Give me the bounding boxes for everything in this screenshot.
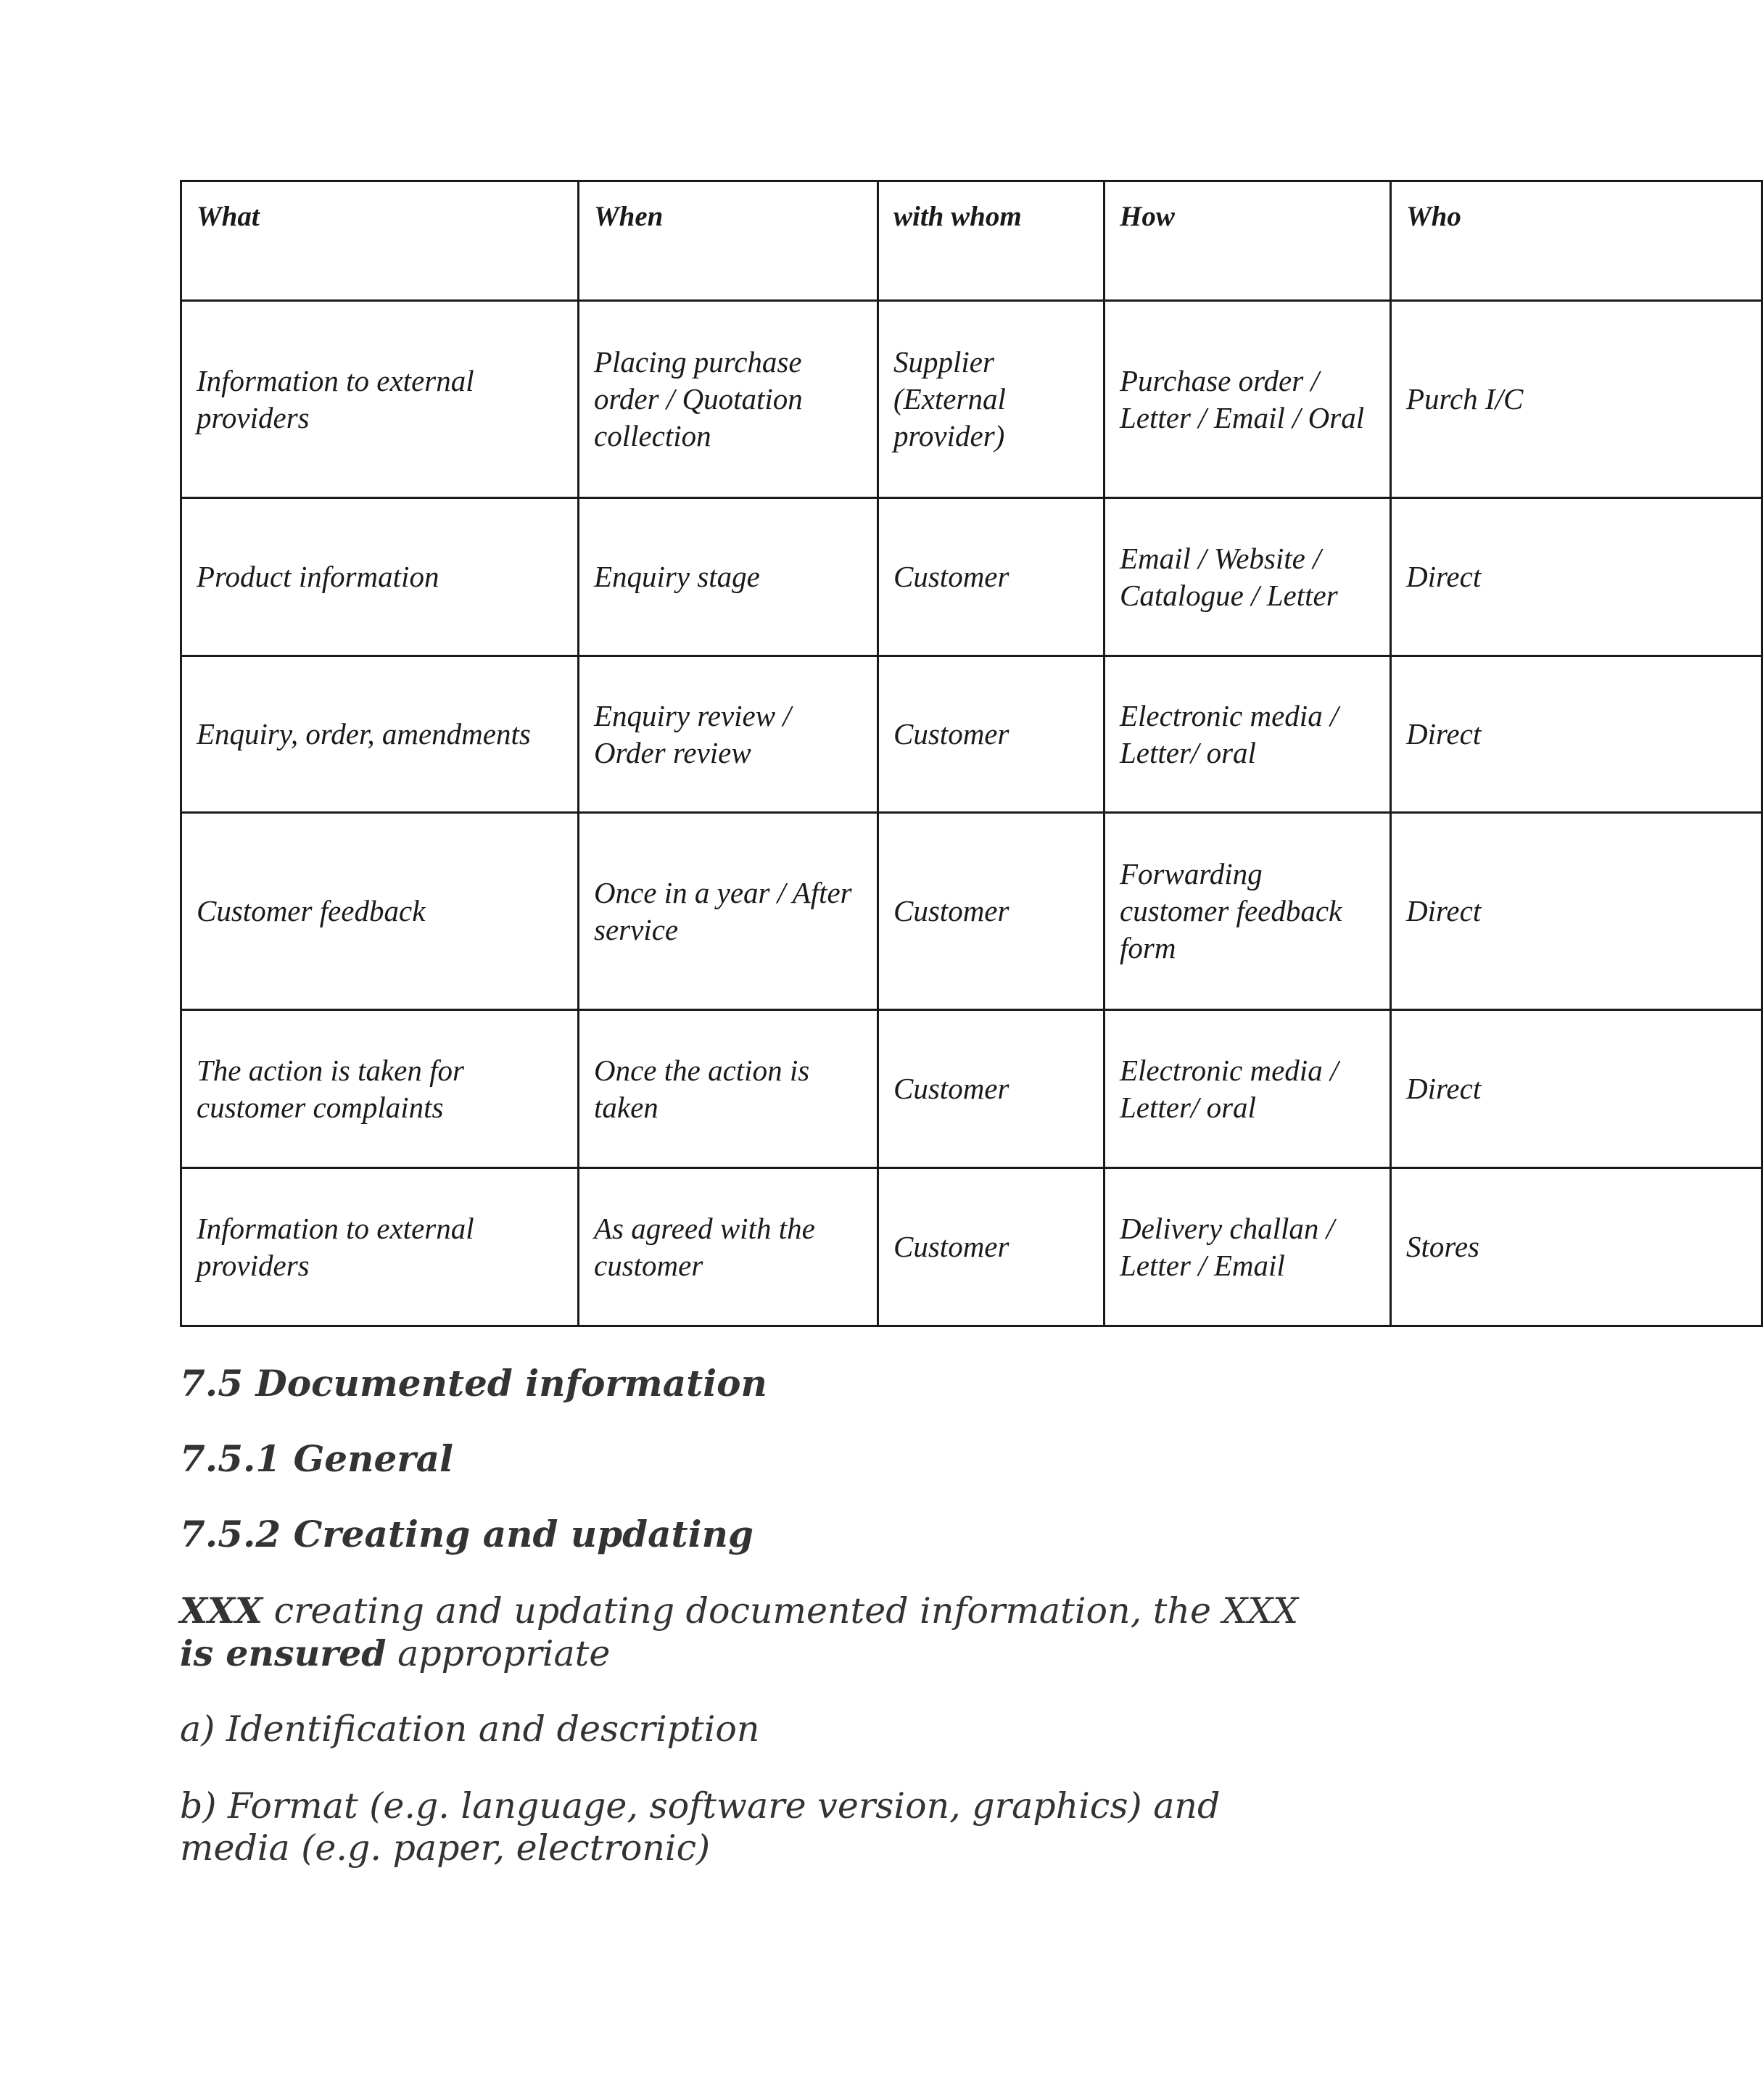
table-row — [181, 813, 1762, 1010]
body-paragraph — [180, 1590, 1311, 1675]
table-cell-how: Electronic media / Letter/ oral — [1105, 1010, 1391, 1168]
table-cell-when: As agreed with the customer — [579, 1168, 878, 1326]
table-row — [181, 498, 1762, 656]
table-cell-with-whom: Supplier (External provider) — [878, 301, 1105, 498]
table-cell-when: Enquiry review / Order review — [579, 656, 878, 813]
section-heading-7-5: 7.5 Documented information — [180, 1362, 767, 1405]
table-cell-with-whom: Customer — [878, 813, 1105, 1010]
list-item-b: b) Format (e.g. language, software version, graphics) and media (e.g. paper, electronic) — [180, 1785, 1221, 1869]
table-cell-how: Electronic media / Letter/ oral — [1105, 656, 1391, 813]
section-heading-7-5-2: 7.5.2 Creating and updating — [180, 1513, 753, 1555]
table-cell-who: Direct — [1391, 656, 1762, 813]
table-cell-with-whom: Customer — [878, 1010, 1105, 1168]
paragraph-text: creating and updating documented information, the XXX — [263, 1590, 1299, 1632]
section-heading-7-5-1: 7.5.1 General — [180, 1437, 454, 1480]
table-cell-what: The action is taken for customer complaints — [181, 1010, 579, 1168]
table-cell-what: Product information — [181, 498, 579, 656]
table-cell-when: Placing purchase order / Quotation collection — [579, 301, 878, 498]
table-cell-how: Email / Website / Catalogue / Letter — [1105, 498, 1391, 656]
paragraph-bold-xxx: XXX — [180, 1590, 263, 1632]
table-cell-when: Enquiry stage — [579, 498, 878, 656]
table-cell-what: Information to external providers — [181, 301, 579, 498]
table-row — [181, 301, 1762, 498]
table-cell-who: Direct — [1391, 813, 1762, 1010]
table-cell-with-whom: Customer — [878, 498, 1105, 656]
header-with-whom: with whom — [878, 181, 1105, 301]
table-header-row — [181, 181, 1762, 301]
table-cell-who: Stores — [1391, 1168, 1762, 1326]
table-cell-when: Once the action is taken — [579, 1010, 878, 1168]
table-cell-with-whom: Customer — [878, 656, 1105, 813]
table-cell-what: Enquiry, order, amendments — [181, 656, 579, 813]
header-who: Who — [1391, 181, 1762, 301]
list-item-a: a) Identification and description — [180, 1708, 760, 1750]
table-cell-who: Direct — [1391, 1010, 1762, 1168]
header-how: How — [1105, 181, 1391, 301]
table-cell-who: Direct — [1391, 498, 1762, 656]
header-when: When — [579, 181, 878, 301]
table-row — [181, 1168, 1762, 1326]
table-cell-with-whom: Customer — [878, 1168, 1105, 1326]
header-what: What — [181, 181, 579, 301]
table-cell-who: Purch I/C — [1391, 301, 1762, 498]
table-cell-how: Purchase order / Letter / Email / Oral — [1105, 301, 1391, 498]
table-cell-when: Once in a year / After service — [579, 813, 878, 1010]
table-cell-how: Delivery challan / Letter / Email — [1105, 1168, 1391, 1326]
table-row — [181, 1010, 1762, 1168]
paragraph-bold-ensured: is ensured — [180, 1632, 387, 1674]
communication-table — [180, 180, 1763, 1327]
table-cell-how: Forwarding customer feedback form — [1105, 813, 1391, 1010]
table-cell-what: Customer feedback — [181, 813, 579, 1010]
table-row — [181, 656, 1762, 813]
paragraph-text-end: appropriate — [386, 1633, 611, 1674]
table-cell-what: Information to external providers — [181, 1168, 579, 1326]
